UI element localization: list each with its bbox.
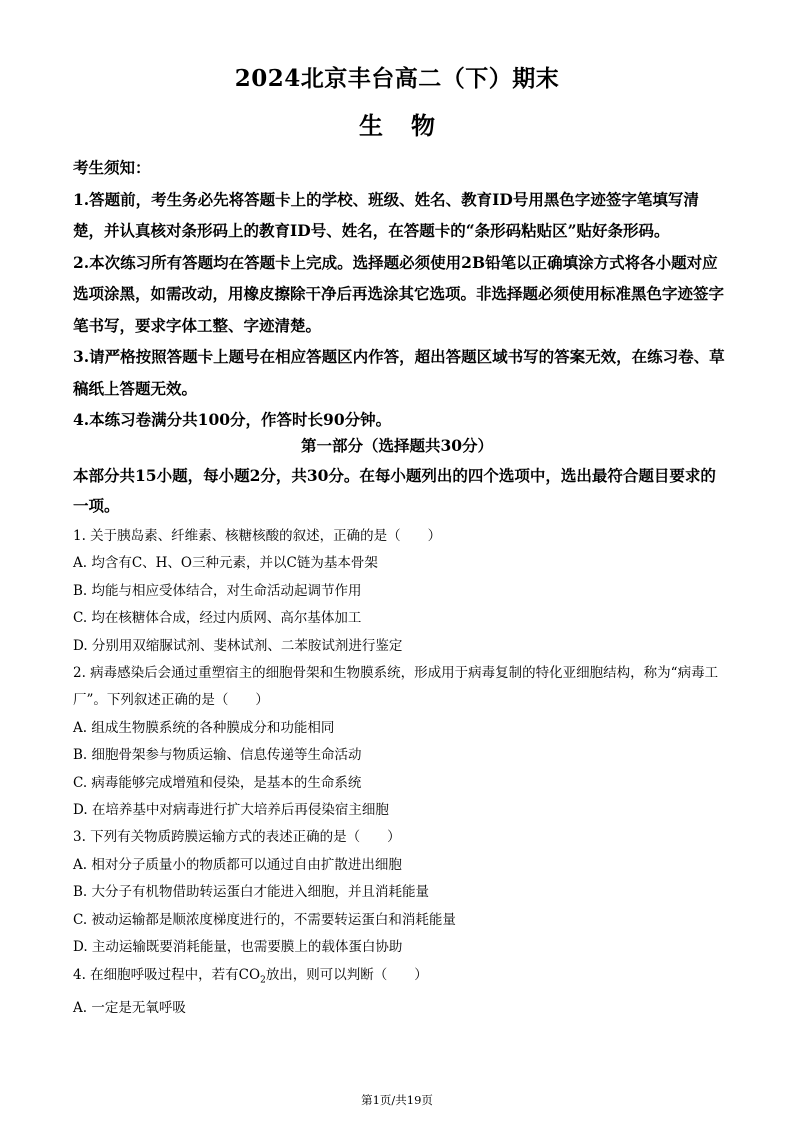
question-2 xyxy=(73,660,725,824)
question-option: D. 分别用双缩脲试剂、斐林试剂、二苯胺试剂进行鉴定 xyxy=(73,637,403,654)
question-option: B. 细胞骨架参与物质运输、信息传递等生命活动 xyxy=(73,747,362,764)
section-heading: 第一部分（选择题共30分） xyxy=(300,436,494,455)
question-1 xyxy=(73,523,725,660)
question-option: C. 病毒能够完成增殖和侵染，是基本的生命系统 xyxy=(73,774,362,791)
question-option: B. 均能与相应受体结合，对生命活动起调节作用 xyxy=(73,582,362,599)
section-intro: 本部分共15小题，每小题2分，共30分。在每小题列出的四个选项中，选出最符合题目要求的一项。 xyxy=(73,466,716,515)
question-option: A. 相对分子质量小的物质都可以通过自由扩散进出细胞 xyxy=(73,856,402,873)
question-stem: 3. 下列有关物质跨膜运输方式的表述正确的是（ ） xyxy=(73,829,401,846)
question-stem: 1. 关于胰岛素、纤维素、核糖核酸的叙述，正确的是（ ） xyxy=(73,528,442,544)
question-option: B. 大分子有机物借助转运蛋白才能进入细胞，并且消耗能量 xyxy=(73,884,430,901)
notes-item-1: 1.答题前，考生务必先将答题卡上的学校、班级、姓名、教育ID号用黑色字迹签字笔填写清楚，并认真核对条形码上的教育ID号、姓名，在答题卡的“条形码粘贴区”贴好条形码。 xyxy=(73,189,699,240)
notes-heading: 考生须知： xyxy=(73,158,151,177)
page-number: 第1页/共19页 xyxy=(361,1093,433,1107)
question-stem xyxy=(73,962,725,995)
question-option: D. 主动运输既要消耗能量，也需要膜上的载体蛋白协助 xyxy=(73,939,403,956)
notes-item-3: 3.请严格按照答题卡上题号在相应答题区内作答，超出答题区域书写的答案无效，在练习卷、草稿纸上答题无效。 xyxy=(73,347,725,398)
question-4 xyxy=(73,962,725,1023)
exam-title: 2024北京丰台高二（下）期末 xyxy=(234,65,560,92)
subscript-2: 2 xyxy=(260,975,266,986)
stem-text-before: 4. 在细胞呼吸过程中，若有CO xyxy=(73,966,261,983)
question-option: C. 被动运输都是顺浓度梯度进行的，不需要转运蛋白和消耗能量 xyxy=(73,911,456,928)
question-list xyxy=(73,523,725,1022)
question-option: A. 均含有C、H、O三种元素，并以C链为基本骨架 xyxy=(73,555,378,572)
notes-item-4: 4.本练习卷满分共100分，作答时长90分钟。 xyxy=(73,410,392,429)
question-stem: 2. 病毒感染后会通过重塑宿主的细胞骨架和生物膜系统，形成用于病毒复制的特化亚细胞结构，称为“病毒工厂”。下列叙述正确的是（ ） xyxy=(73,665,719,709)
question-option: D. 在培养基中对病毒进行扩大培养后再侵染宿主细胞 xyxy=(73,802,389,819)
question-option: A. 组成生物膜系统的各种膜成分和功能相同 xyxy=(73,719,335,736)
question-option: C. 均在核糖体合成，经过内质网、高尔基体加工 xyxy=(73,610,362,627)
notes-item-2: 2.本次练习所有答题均在答题卡上完成。选择题必须使用2B铅笔以正确填涂方式将各小题对应选项涂黑，如需改动，用橡皮擦除干净后再选涂其它选项。非选择题必须使用标准黑色字迹签字笔书写，要求字体工整、字迹清楚。 xyxy=(73,252,725,335)
candidate-notes xyxy=(73,152,725,436)
stem-text-after: 放出，则可以判断（ ） xyxy=(265,966,428,983)
question-3 xyxy=(73,824,725,961)
subject-title: 生物 xyxy=(359,111,463,140)
question-option: A. 一定是无氧呼吸 xyxy=(73,999,186,1016)
